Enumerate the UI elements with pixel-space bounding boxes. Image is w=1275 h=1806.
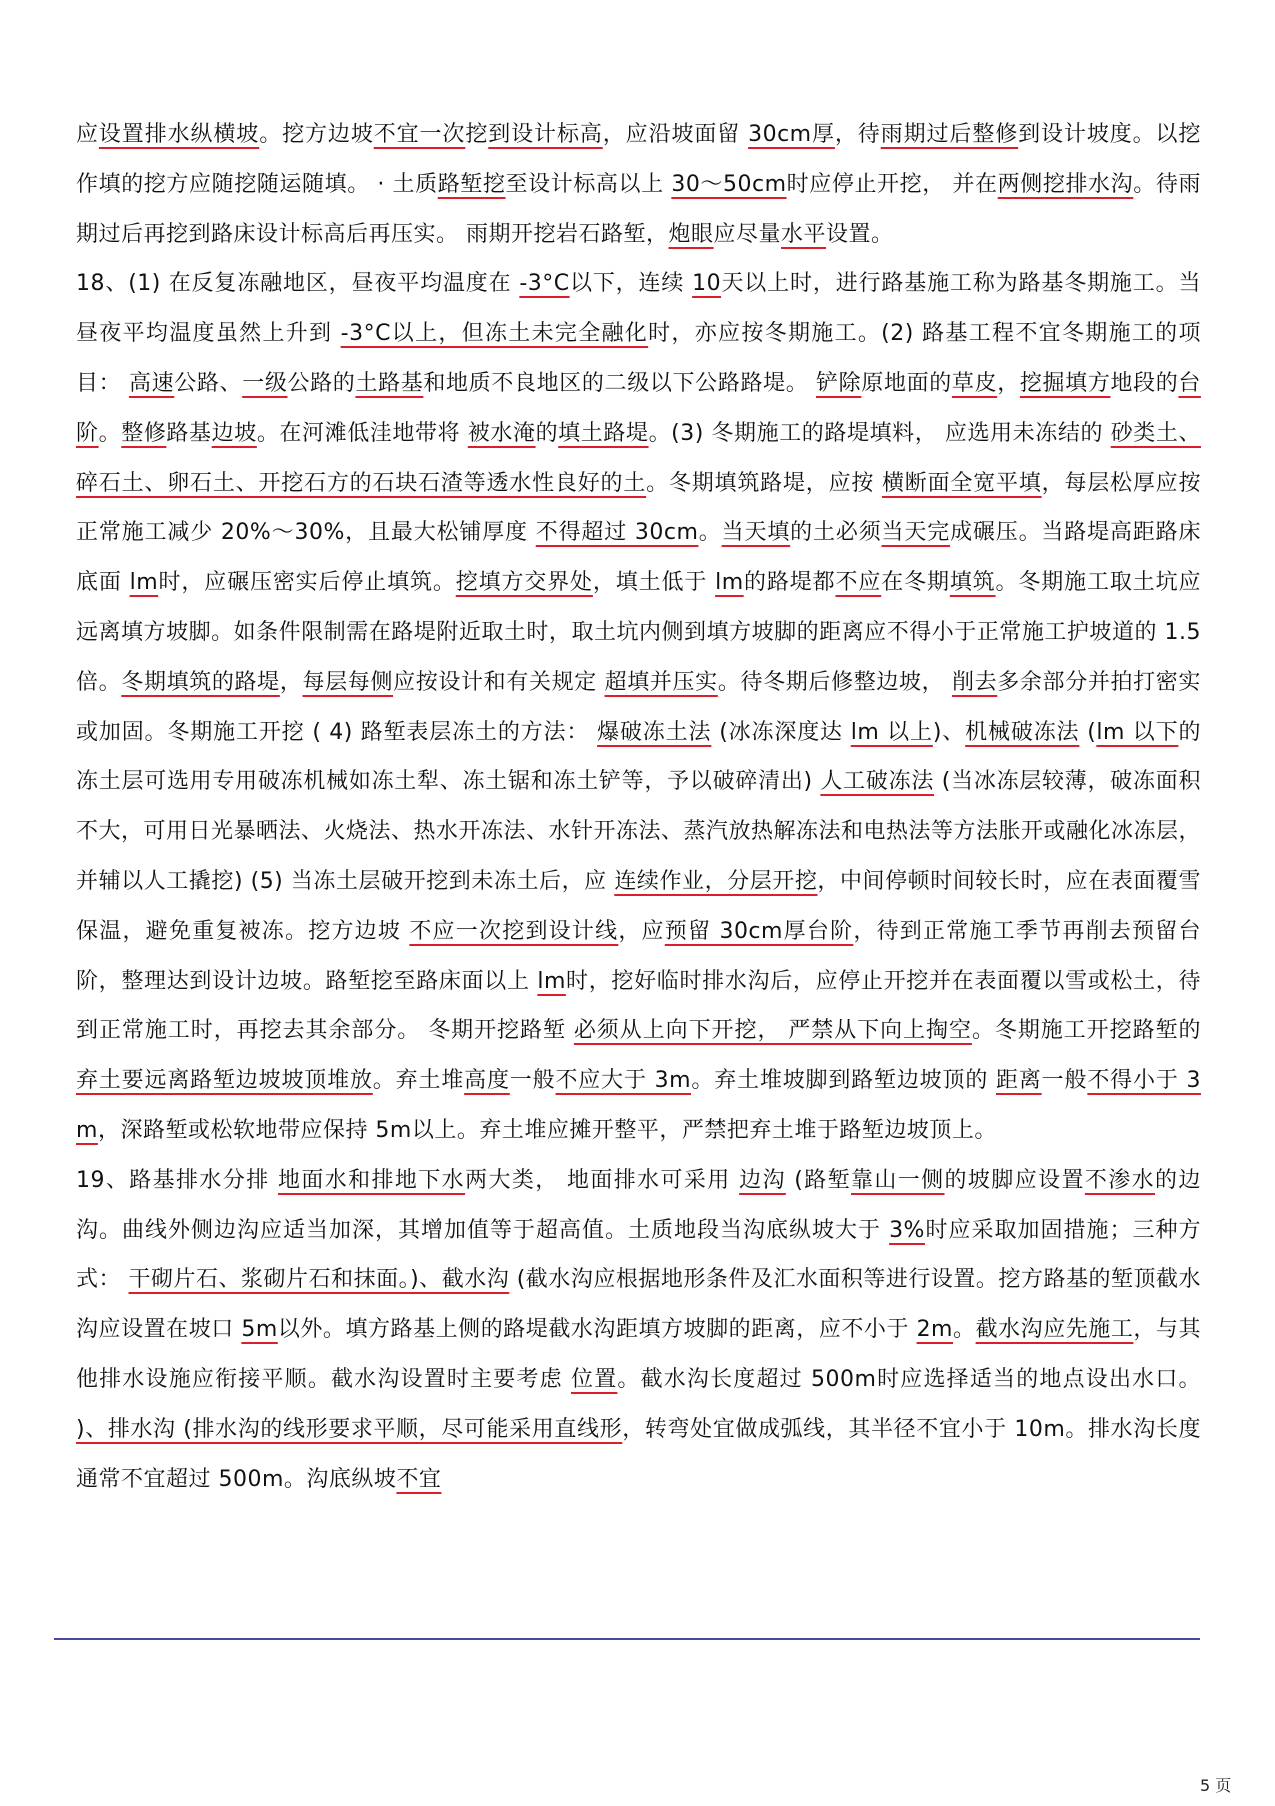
underlined-text: 冬期填筑的路堤 bbox=[121, 669, 280, 695]
underlined-text: 机械破冻法 bbox=[965, 719, 1080, 745]
text-run: 应按设计和有关规定 bbox=[393, 669, 605, 695]
underlined-text: 水平 bbox=[781, 221, 827, 247]
text-run: 的土必须 bbox=[790, 520, 882, 546]
text-run: 两大类， 地面排水可采用 bbox=[465, 1167, 740, 1193]
underlined-text: -3°C bbox=[519, 271, 570, 297]
underlined-text: 铲除 bbox=[816, 370, 862, 396]
text-run: ，中间停顿时间较长时，应在表面覆雪保温，避免重复被冻。挖方边坡 bbox=[76, 868, 1201, 944]
body-text bbox=[76, 110, 1201, 1504]
text-run: 的边沟。曲线外侧边沟应适当加深，其增加值等于超高值。土质地段当沟底纵坡大于 bbox=[76, 1167, 1201, 1243]
underlined-text: 弃土要远离路堑边坡坡顶堆放 bbox=[76, 1068, 373, 1094]
text-run: 18、(1) 在反复冻融地区，昼夜平均温度在 bbox=[76, 271, 520, 297]
underlined-text: 整修 bbox=[121, 420, 167, 446]
text-run: 一般 bbox=[509, 1068, 556, 1094]
text-run: 时，应碾压密实后停止填筑。 bbox=[158, 570, 456, 596]
text-run: ， bbox=[997, 370, 1020, 396]
underlined-text: 边沟 bbox=[739, 1167, 786, 1193]
text-run: 时，亦应按冬期施工。(2) 路基工程不宜冬期施工的项目： bbox=[76, 321, 1201, 396]
underlined-text: 靠山一侧 bbox=[850, 1167, 945, 1193]
text-run: ，深路堑或松软地带应保持 5m以上。弃土堆应摊开整平，严禁把弃土堆于路堑边坡顶上。 bbox=[97, 1117, 997, 1143]
text-run: 。弃土堆坡脚到路堑边坡顶的 bbox=[691, 1068, 996, 1094]
text-run: 。 bbox=[953, 1317, 976, 1343]
underlined-text: 距离 bbox=[996, 1068, 1042, 1094]
underlined-text: 高度 bbox=[464, 1068, 510, 1094]
underlined-text: 路堑挖 bbox=[437, 171, 506, 197]
text-run: 。冬期填筑路堤，应按 bbox=[646, 470, 882, 496]
underlined-text: 每层每侧 bbox=[302, 669, 394, 695]
text-run: 时，挖好临时排水沟后，应停止开挖并在表面覆以雪或松土，待到正常施工时，再挖去其余部分。 冬期开挖路堑 bbox=[76, 968, 1201, 1044]
underlined-text: 干砌片石、浆砌片石和抹面。)、截水沟 bbox=[128, 1267, 510, 1293]
text-run: 。冬期施工开挖路堑的 bbox=[971, 1018, 1201, 1044]
text-run: ，应沿坡面留 bbox=[602, 122, 749, 147]
text-run: 一般 bbox=[1041, 1068, 1088, 1094]
underlined-text: 填筑 bbox=[949, 570, 996, 596]
underlined-text: 当天填 bbox=[721, 520, 791, 546]
text-run: 原地面的 bbox=[861, 370, 952, 396]
underlined-text: 预留 30cm厚台阶 bbox=[664, 918, 854, 944]
underlined-text: 不应大于 3m bbox=[555, 1068, 692, 1094]
underlined-text: 当天完 bbox=[881, 520, 951, 546]
underlined-text: 挖掘填方 bbox=[1019, 370, 1111, 396]
text-run: ， bbox=[279, 669, 303, 695]
text-run: 公路的 bbox=[287, 370, 356, 396]
underlined-text: lm bbox=[129, 570, 159, 596]
underlined-text: 横断面全宽平填 bbox=[882, 470, 1042, 496]
text-run: ( bbox=[1079, 719, 1097, 745]
footer-rule bbox=[54, 1638, 1200, 1640]
text-run: 路基 bbox=[166, 420, 212, 446]
text-run: 公路、 bbox=[174, 370, 243, 396]
underlined-text: 2m bbox=[916, 1317, 953, 1343]
underlined-text: 挖填方交界处 bbox=[455, 570, 593, 596]
underlined-text: 土路基 bbox=[355, 370, 424, 396]
underlined-text: 不宜一次 bbox=[373, 122, 466, 147]
underlined-text: 不应一次挖到设计线 bbox=[409, 918, 619, 944]
text-run: 的 bbox=[535, 420, 559, 446]
text-run: 应尽量 bbox=[713, 221, 782, 247]
text-run: 成碾压。当路堤高距路床底面 bbox=[76, 520, 1201, 596]
text-run: 。弃土堆 bbox=[372, 1068, 465, 1094]
underlined-text: 地面水和排地下水 bbox=[277, 1167, 466, 1193]
underlined-text: 3% bbox=[889, 1217, 925, 1243]
underlined-text: 不宜 bbox=[396, 1466, 442, 1492]
text-run: 。在河滩低洼地带将 bbox=[256, 420, 468, 446]
text-run: 的冻土层可选用专用破冻机械如冻土犁、冻土锯和冻土铲等，予以破碎清出) bbox=[76, 719, 1201, 795]
text-run: (冰冻深度达 bbox=[711, 719, 851, 745]
text-run: )、 bbox=[932, 719, 966, 745]
paragraph bbox=[76, 110, 1201, 259]
underlined-text: 边坡 bbox=[211, 420, 257, 446]
text-run: 多余部分并拍打密实或加固。冬期施工开挖 ( 4) 路堑表层冻土的方法： bbox=[76, 669, 1201, 745]
text-run: ，填土低于 bbox=[592, 570, 716, 596]
text-run: 。冬期施工取土坑应远离填方坡脚。如条件限制需在路堤附近取土时，取土坑内侧到填方坡脚的距离应不得小于正常施工护坡道的 1.5 倍。 bbox=[76, 570, 1201, 695]
underlined-text: 10 bbox=[692, 271, 722, 297]
underlined-text: 被水淹 bbox=[467, 420, 536, 446]
underlined-text: lm bbox=[537, 968, 566, 994]
text-run: 。(3) 冬期施工的路堤填料， 应选用未冻结的 bbox=[648, 420, 1111, 446]
text-run: ，应 bbox=[618, 918, 665, 944]
underlined-text: 不得小于 3m bbox=[76, 1068, 1201, 1143]
underlined-text: 截水沟应先施工 bbox=[975, 1317, 1134, 1343]
underlined-text: 雨期过后整修 bbox=[880, 122, 1019, 147]
underlined-text: 不渗水 bbox=[1084, 1167, 1156, 1193]
underlined-text: 砂类土、碎石土、卵石土、开挖石方的石块石渣等透水性良好的土 bbox=[76, 420, 1201, 496]
underlined-text: 削去 bbox=[951, 669, 998, 695]
underlined-text: 高速 bbox=[128, 370, 175, 396]
text-run: 。待雨期过后再挖到路床设计标高后再压实。 雨期开挖岩石路堑， bbox=[76, 171, 1201, 247]
underlined-text: 不应 bbox=[835, 570, 882, 596]
underlined-text: 连续作业，分层开挖 bbox=[614, 868, 818, 894]
text-run: (路堑 bbox=[785, 1167, 851, 1193]
text-run: 的坡脚应设置 bbox=[944, 1167, 1085, 1193]
underlined-text: 不得超过 30cm bbox=[535, 520, 699, 546]
underlined-text: 填土路堤 bbox=[558, 420, 649, 446]
text-run: 天以上时，进行路基施工称为路基冬期施工。当昼夜平均温度虽然上升到 bbox=[76, 271, 1201, 347]
text-run: ，每层松厚应按正常施工减少 20%～30%，且最大松铺厚度 bbox=[76, 470, 1201, 546]
text-run: 在冬期 bbox=[881, 570, 950, 596]
text-run: ，待 bbox=[834, 122, 881, 147]
underlined-text: )、排水沟 (排水沟的线形要求平顺，尽可能采用直线形 bbox=[76, 1416, 623, 1442]
underlined-text: 两侧挖排水沟 bbox=[997, 171, 1134, 197]
underlined-text: 台阶 bbox=[76, 370, 1201, 446]
underlined-text: lm 以上 bbox=[850, 719, 933, 745]
text-run: (截水沟应根据地形条件及汇水面积等进行设置。挖方路基的堑顶截水沟应设置在坡口 bbox=[76, 1267, 1201, 1343]
text-run: 。挖方边坡 bbox=[259, 122, 374, 147]
text-run: 设置。 bbox=[826, 221, 894, 247]
text-run: 至设计标高以上 bbox=[505, 171, 672, 197]
underlined-text: 到设计标高 bbox=[488, 122, 603, 147]
underlined-text: 30～50cm bbox=[671, 171, 787, 197]
text-run: 时应采取加固措施；三种方式： bbox=[76, 1217, 1201, 1293]
underlined-text: -3°C以上，但冻土未完全融化 bbox=[340, 321, 649, 347]
text-run: 。待冬期后修整边坡， bbox=[717, 669, 952, 695]
paragraph bbox=[76, 259, 1201, 1155]
text-run: 。截水沟长度超过 500m时应选择适当的地点设出水口。 bbox=[617, 1366, 1201, 1392]
text-run: 的路堤都 bbox=[743, 570, 836, 596]
underlined-text: 必须从上向下开挖， 严禁从下向上掏空 bbox=[573, 1018, 972, 1044]
underlined-text: 人工破冻法 bbox=[820, 769, 935, 795]
underlined-text: 草皮 bbox=[951, 370, 998, 396]
underlined-text: 设置排水纵横坡 bbox=[98, 122, 260, 147]
underlined-text: lm 以下 bbox=[1096, 719, 1179, 745]
text-run: ，待到正常施工季节再削去预留台阶，整理达到设计边坡。路堑挖至路床面以上 bbox=[76, 918, 1201, 994]
text-run: 和地质不良地区的二级以下公路路堤。 bbox=[423, 370, 817, 396]
underlined-text: 一级 bbox=[242, 370, 288, 396]
underlined-text: 炮眼 bbox=[668, 221, 714, 247]
text-run: ，与其他排水设施应衔接平顺。截水沟设置时主要考虑 bbox=[76, 1317, 1201, 1392]
text-run: 19、路基排水分排 bbox=[76, 1167, 278, 1193]
text-run: 挖 bbox=[465, 122, 489, 147]
underlined-text: 位置 bbox=[571, 1366, 618, 1392]
underlined-text: 超填并压实 bbox=[604, 669, 718, 695]
text-run: 地段的 bbox=[1110, 370, 1179, 396]
underlined-text: 爆破冻土法 bbox=[597, 719, 712, 745]
paragraph bbox=[76, 1156, 1201, 1505]
text-run: 应 bbox=[76, 122, 99, 147]
text-run: 。 bbox=[698, 520, 722, 546]
text-run: 。 bbox=[98, 420, 122, 446]
text-run: 以外。填方路基上侧的路堤截水沟距填方坡脚的距离，应不小于 bbox=[277, 1317, 917, 1343]
underlined-text: 30cm厚 bbox=[748, 122, 835, 147]
underlined-text: lm bbox=[715, 570, 744, 596]
text-run: 到设计坡度。以挖作填的挖方应随挖随运随填。 · 土质 bbox=[76, 122, 1201, 197]
page-number: 5 页 bbox=[1200, 1776, 1232, 1795]
text-run: 时应停止开挖， 并在 bbox=[786, 171, 998, 197]
underlined-text: 5m bbox=[241, 1317, 278, 1343]
text-run: (当冰冻层较薄，破冻面积不大，可用日光暴晒法、火烧法、热水开冻法、水针开冻法、蒸汽放热解冻法和电热法等方法胀开或融化冰冻层，并辅以人工撬挖) (5) 当冻土层破开挖到未冻土后，应 bbox=[76, 769, 1202, 894]
text-run: ，转弯处宜做成弧线，其半径不宜小于 10m。排水沟长度通常不宜超过 500m。沟底纵坡 bbox=[76, 1416, 1201, 1492]
text-run: 以下，连续 bbox=[569, 271, 693, 297]
